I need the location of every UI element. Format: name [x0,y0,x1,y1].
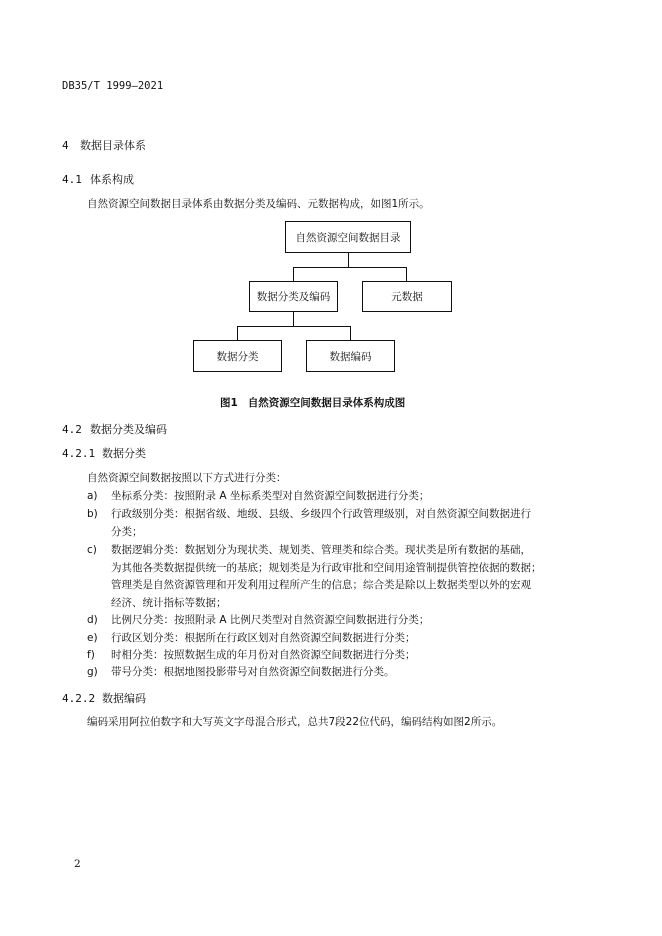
section-number: 4.2.2 [62,692,96,705]
connector [348,253,349,267]
root-node: 自然资源空间数据目录 [285,221,411,253]
page-number: 2 [74,858,81,870]
list-item-text: 行政区划分类：根据所在行政区划对自然资源空间数据进行分类； [111,632,416,644]
list-item-text: 数据逻辑分类：数据划分为现状类、规划类、管理类和综合类。现状类是所有数据的基础， 为其他各类数据提供统一的基底；规划类是为行政审批和空间用途管制提供管控依据的数据； 管理类是自然资源管理和开发利用过程所产生的信息；综合类是除以上数据类型以外的宏观 经济、统计指标等数据； [111,544,542,609]
section-title: 数据目录体系 [80,139,146,152]
list-item-text: 行政级别分类：根据省级、地级、县级、乡级四个行政管理级别，对自然资源空间数据进行 分类； [111,508,531,538]
section-number: 4 [62,139,69,152]
list-item-text: 带号分类：根据地图投影带号对自然资源空间数据进行分类。 [111,666,395,678]
list-item-label: d) [87,614,98,626]
caption-text: 自然资源空间数据目录体系构成图 [247,397,406,409]
section-4-1-paragraph: 自然资源空间数据目录体系由数据分类及编码、元数据构成，如图1所示。 [87,198,430,210]
connector [293,267,407,268]
list-item-label: f) [87,649,95,661]
section-number: 4.1 [62,173,82,186]
section-number: 4.2 [62,423,82,436]
list-item-label: b) [87,508,98,520]
node-metadata: 元数据 [362,281,452,312]
section-title: 体系构成 [90,173,134,186]
connector [237,326,351,327]
section-4-2-2-paragraph: 编码采用阿拉伯数字和大写英文字母混合形式，总共7段22位代码，编码结构如图2所示。 [87,716,503,728]
list-item-text: 时相分类：按照数据生成的年月份对自然资源空间数据进行分类； [111,649,416,661]
figure-1-caption [220,395,405,410]
connector [237,326,238,340]
list-item-label: a) [87,490,98,502]
section-title: 数据编码 [102,692,146,705]
section-4-2-heading [62,421,167,437]
standard-code: DB35/T 1999—2021 [62,80,164,92]
caption-number: 图1 [220,397,238,409]
section-title: 数据分类 [102,447,146,460]
node-data-coding: 数据编码 [306,340,395,372]
node-data-classification: 数据分类 [193,340,282,372]
list-item-label: g) [87,666,98,678]
section-4-1-heading [62,171,134,187]
connector [350,326,351,340]
section-4-2-1-heading [62,445,146,461]
connector [293,312,294,326]
connector [406,267,407,281]
list-item-text: 比例尺分类：按照附录 A 比例尺类型对自然资源空间数据进行分类； [111,614,430,626]
section-4-heading [62,137,146,153]
node-data-classification-coding: 数据分类及编码 [249,281,338,312]
section-title: 数据分类及编码 [90,423,167,436]
list-item-label: e) [87,632,98,644]
connector [293,267,294,281]
section-4-2-2-heading [62,690,146,706]
list-item-label: c) [87,544,97,556]
list-item-text: 坐标系分类：按照附录 A 坐标系类型对自然资源空间数据进行分类； [111,490,430,502]
section-4-2-1-intro: 自然资源空间数据按照以下方式进行分类： [87,472,287,484]
section-number: 4.2.1 [62,447,96,460]
